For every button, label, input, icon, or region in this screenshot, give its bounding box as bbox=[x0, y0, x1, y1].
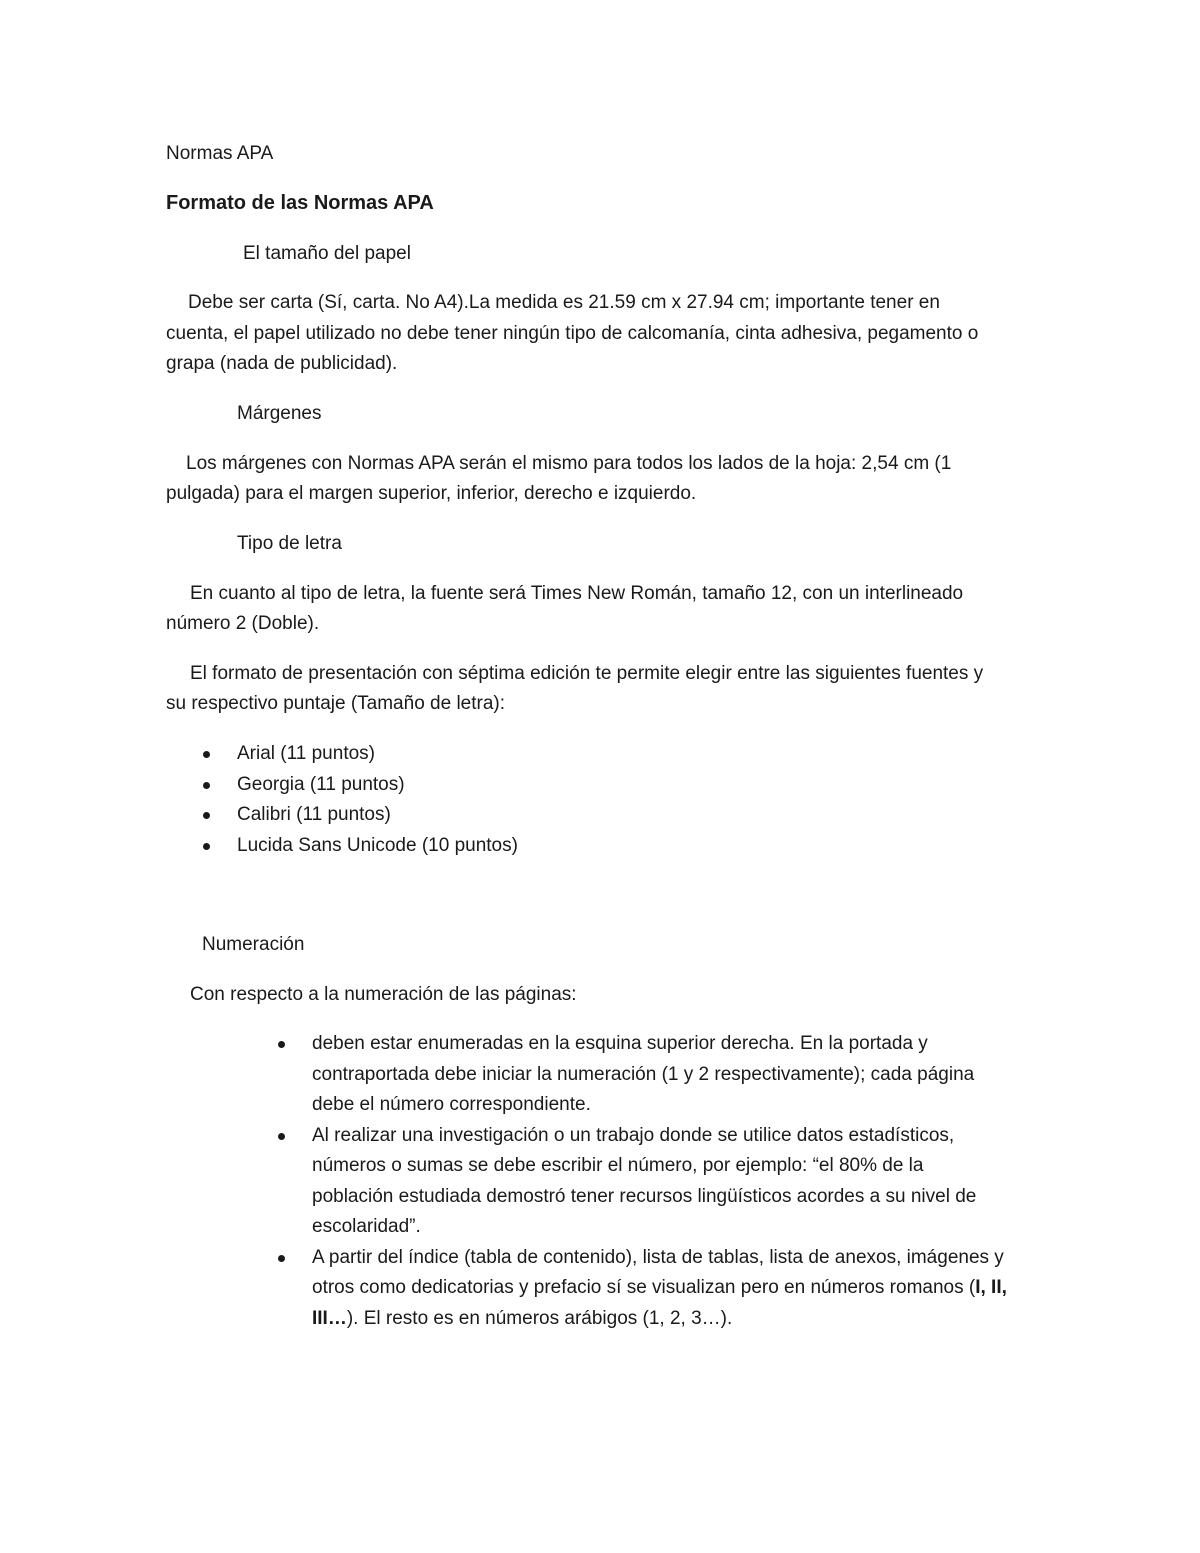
list-item bbox=[275, 1243, 1055, 1335]
bullet-icon bbox=[278, 1133, 285, 1140]
list-item-line: A partir del índice (tabla de contenido), lista de tablas, lista de anexos, imágenes y bbox=[312, 1246, 1004, 1268]
list-item bbox=[200, 739, 1000, 770]
margins-line: pulgada) para el margen superior, inferior, derecho e izquierdo. bbox=[166, 483, 697, 504]
list-item-line: población estudiada demostró tener recursos lingüísticos acordes a su nivel de bbox=[312, 1185, 977, 1207]
bullet-icon bbox=[203, 782, 210, 789]
paper-line: Debe ser carta (Sí, carta. No A4).La medida es 21.59 cm x 27.94 cm; importante tener en bbox=[188, 292, 940, 313]
font-line: número 2 (Doble). bbox=[166, 613, 320, 634]
numbering-list bbox=[275, 1029, 1055, 1334]
font-options-list bbox=[200, 739, 1000, 861]
roman-numerals-bold: III… bbox=[312, 1307, 347, 1329]
list-item-line: deben estar enumeradas en la esquina superior derecha. En la portada y bbox=[312, 1033, 928, 1054]
list-item-text: Lucida Sans Unicode (10 puntos) bbox=[237, 834, 518, 856]
font-line: El formato de presentación con séptima edición te permite elegir entre las siguientes fuentes y bbox=[190, 663, 984, 684]
main-heading: Formato de las Normas APA bbox=[166, 192, 434, 214]
roman-numerals-bold: I, II, bbox=[975, 1277, 1007, 1298]
list-item bbox=[200, 770, 1000, 801]
paper-line: grapa (nada de publicidad). bbox=[166, 353, 398, 374]
list-item bbox=[275, 1121, 1055, 1243]
top-label: Normas APA bbox=[166, 143, 274, 164]
list-item bbox=[200, 831, 1000, 862]
font-line: En cuanto al tipo de letra, la fuente será Times New Román, tamaño 12, con un interlineado bbox=[190, 583, 964, 604]
bullet-icon bbox=[203, 751, 210, 758]
list-item-line: debe el número correspondiente. bbox=[312, 1094, 591, 1115]
list-item-line: contraportada debe iniciar la numeración (1 y 2 respectivamente); cada página bbox=[312, 1063, 975, 1085]
list-item-line: ). El resto es en números arábigos (1, 2, 3…). bbox=[346, 1307, 733, 1329]
list-item-line: escolaridad”. bbox=[312, 1216, 421, 1237]
section-title-margins: Márgenes bbox=[237, 403, 322, 424]
list-item-line: Al realizar una investigación o un trabajo donde se utilice datos estadísticos, bbox=[312, 1124, 955, 1146]
list-item-text: Arial (11 puntos) bbox=[237, 743, 375, 764]
section-title-numbering: Numeración bbox=[202, 934, 305, 955]
paper-line: cuenta, el papel utilizado no debe tener ningún tipo de calcomanía, cinta adhesiva, pegamento o bbox=[166, 323, 979, 344]
list-item-line: otros como dedicatorias y prefacio sí se visualizan pero en números romanos ( bbox=[312, 1277, 976, 1298]
font-line: su respectivo puntaje (Tamaño de letra): bbox=[166, 693, 506, 714]
bullet-icon bbox=[278, 1255, 285, 1262]
section-title-font: Tipo de letra bbox=[237, 533, 342, 554]
section-title-paper: El tamaño del papel bbox=[243, 243, 411, 264]
list-item-text: Calibri (11 puntos) bbox=[237, 804, 391, 825]
numbering-intro: Con respecto a la numeración de las páginas: bbox=[190, 984, 577, 1005]
bullet-icon bbox=[203, 843, 210, 850]
bullet-icon bbox=[203, 812, 210, 819]
margins-line: Los márgenes con Normas APA serán el mismo para todos los lados de la hoja: 2,54 cm (1 bbox=[186, 453, 952, 474]
list-item-text: Georgia (11 puntos) bbox=[237, 773, 405, 795]
list-item-line: números o sumas se debe escribir el número, por ejemplo: “el 80% de la bbox=[312, 1155, 924, 1176]
list-item bbox=[200, 800, 1000, 831]
list-item bbox=[275, 1029, 1055, 1121]
bullet-icon bbox=[278, 1041, 285, 1048]
